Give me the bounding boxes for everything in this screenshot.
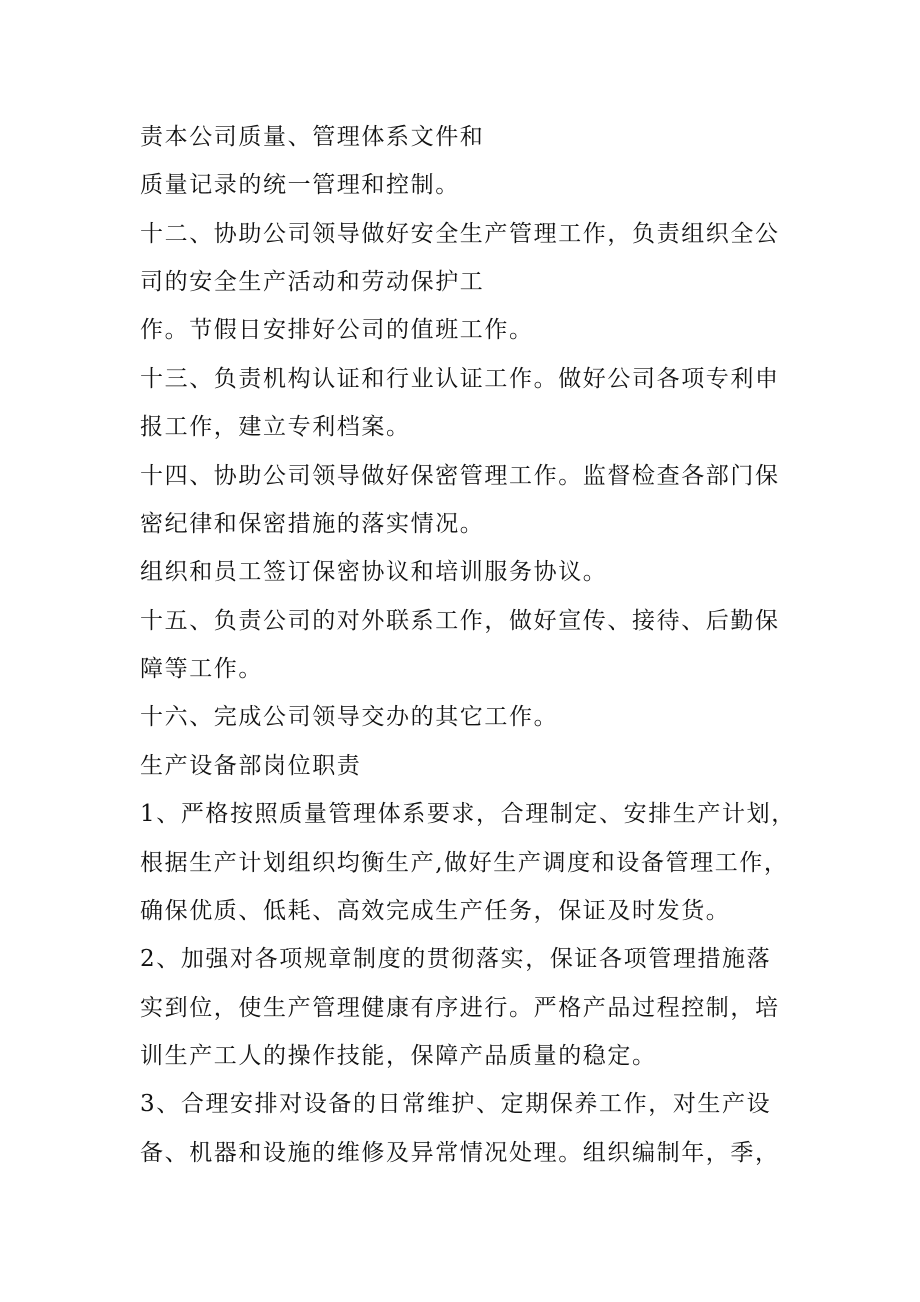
text-line: 训生产工人的操作技能，保障产品质量的稳定。 [140,1043,657,1069]
text-line: 根据生产计划组织均衡生产,做好生产调度和设备管理工作， [140,850,789,876]
text-line: 十六、完成公司领导交办的其它工作。 [140,704,559,730]
text-line: 作。节假日安排好公司的值班工作。 [140,317,534,343]
text-line: 1、严格按照质量管理体系要求，合理制定、安排生产计划， [140,801,796,827]
text-line: 十三、负责机构认证和行业认证工作。做好公司各项专利申 [140,366,780,392]
text-line: 密纪律和保密措施的落实情况。 [140,511,485,537]
text-line: 组织和员工签订保密协议和培训服务协议。 [140,559,608,585]
section-heading: 生产设备部岗位职责 [140,753,362,779]
text-line: 报工作，建立专利档案。 [140,414,411,440]
text-line: 十二、协助公司领导做好安全生产管理工作，负责组织全公 [140,221,780,247]
text-line: 确保优质、低耗、高效完成生产任务，保证及时发货。 [140,898,731,924]
text-line: 司的安全生产活动和劳动保护工 [140,269,485,295]
text-line: 备、机器和设施的维修及异常情况处理。组织编制年，季， [140,1140,780,1166]
text-line: 十五、负责公司的对外联系工作，做好宣传、接待、后勤保 [140,608,780,634]
text-line: 实到位，使生产管理健康有序进行。严格产品过程控制，培 [140,995,780,1021]
text-line: 十四、协助公司领导做好保密管理工作。监督检查各部门保 [140,463,780,489]
text-line: 障等工作。 [140,656,263,682]
text-line: 3、合理安排对设备的日常维护、定期保养工作，对生产设 [140,1091,772,1117]
text-line: 2、加强对各项规章制度的贯彻落实，保证各项管理措施落 [140,946,772,972]
text-line: 责本公司质量、管理体系文件和 [140,124,485,150]
text-line: 质量记录的统一管理和控制。 [140,172,460,198]
